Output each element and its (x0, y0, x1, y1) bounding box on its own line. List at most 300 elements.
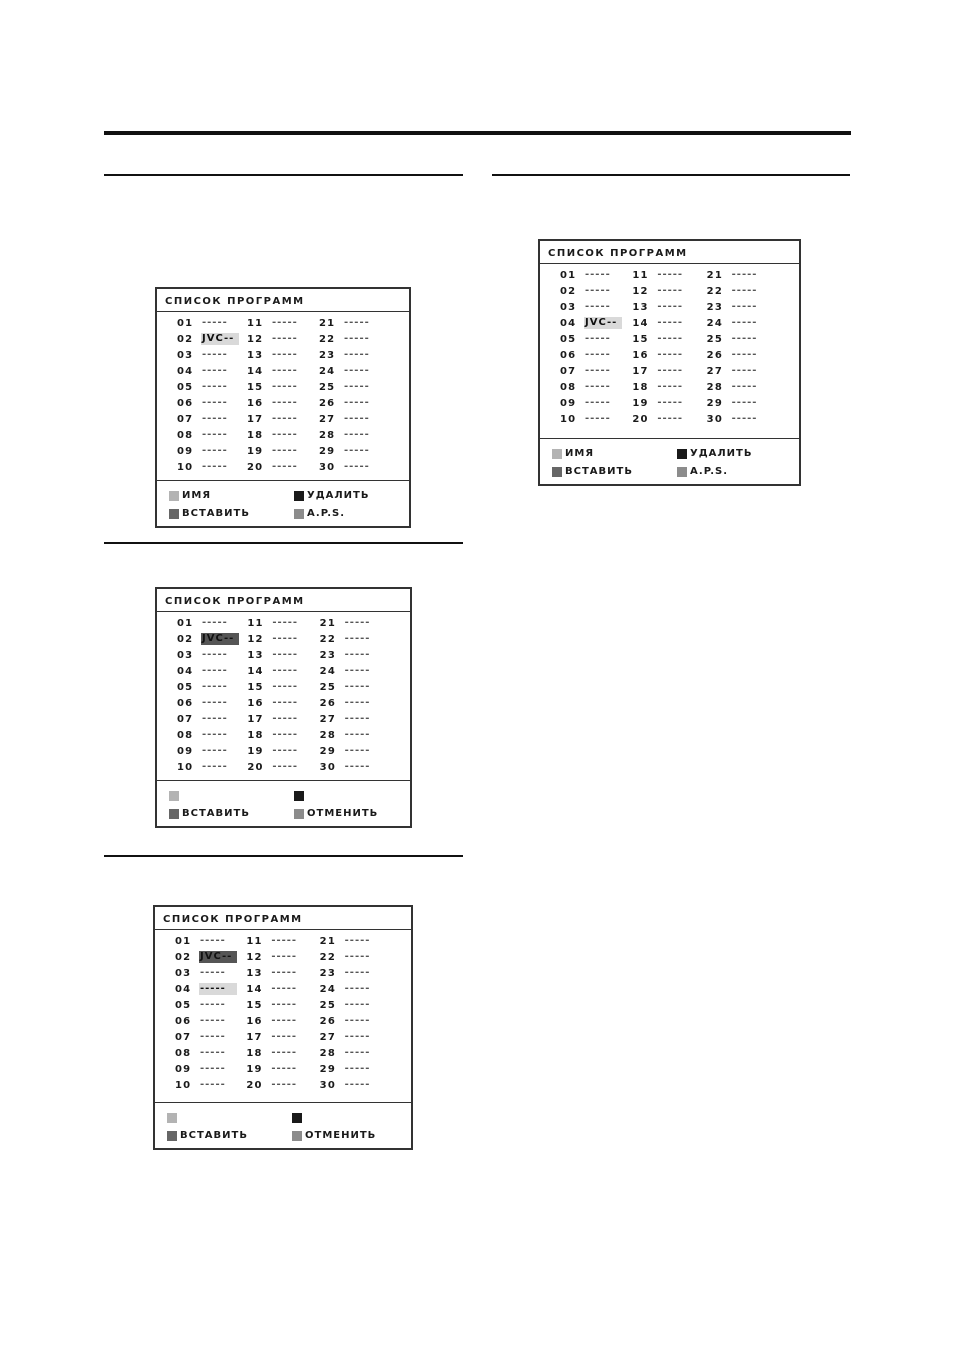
program-name-slot[interactable]: ----- (657, 365, 684, 376)
program-number: 24 (319, 984, 336, 995)
program-list-screen-3 (153, 905, 413, 1150)
program-number: 16 (247, 398, 264, 409)
program-name-slot[interactable]: ----- (344, 317, 370, 328)
program-name-slot[interactable]: ----- (344, 365, 370, 376)
program-list-screen-4 (538, 239, 801, 486)
legend-label: ИМЯ (565, 448, 595, 459)
program-name-slot[interactable]: ----- (344, 1047, 371, 1058)
color-key-icon (292, 1131, 302, 1141)
program-number: 29 (706, 398, 723, 409)
program-name-slot[interactable]: ----- (272, 365, 298, 376)
program-list-screen-2 (155, 587, 412, 828)
program-number: 15 (247, 382, 264, 393)
program-name-slot[interactable]: ----- (202, 317, 228, 328)
program-name-slot[interactable]: ----- (344, 935, 371, 946)
program-name-slot[interactable]: ----- (344, 349, 370, 360)
program-row (540, 268, 799, 284)
program-name-slot[interactable]: ----- (344, 729, 371, 740)
program-name-slot[interactable]: ----- (272, 461, 298, 472)
program-name-slot[interactable]: ----- (344, 713, 371, 724)
program-number: 20 (246, 1080, 263, 1091)
program-name-slot[interactable]: ----- (271, 1063, 298, 1074)
program-name-slot[interactable]: ----- (731, 349, 758, 360)
program-number: 06 (177, 698, 194, 709)
program-name-slot[interactable]: ----- (202, 665, 228, 676)
program-row (157, 728, 410, 744)
program-name-slot[interactable]: ----- (271, 1047, 298, 1058)
program-name-slot[interactable]: ----- (202, 745, 228, 756)
program-name-slot[interactable]: ----- (200, 1079, 226, 1090)
section-rule-4 (104, 855, 463, 857)
program-name-slot[interactable]: ----- (271, 1015, 298, 1026)
program-name-slot[interactable]: ----- (199, 983, 237, 995)
program-number: 26 (706, 350, 723, 361)
program-name-slot[interactable]: ----- (657, 301, 684, 312)
program-name-slot[interactable]: ----- (731, 269, 758, 280)
program-number: 16 (632, 350, 649, 361)
screen-title: СПИСОК ПРОГРАММ (548, 248, 688, 259)
program-number: 24 (706, 318, 723, 329)
program-row (157, 428, 409, 444)
program-row (157, 364, 409, 380)
program-name-slot[interactable]: ----- (585, 365, 611, 376)
program-number: 02 (175, 952, 192, 963)
program-name-slot[interactable]: ----- (272, 665, 299, 676)
color-key-icon (294, 809, 304, 819)
screen-title: СПИСОК ПРОГРАММ (165, 596, 305, 607)
legend-label: УДАЛИТЬ (307, 490, 370, 501)
program-number: 01 (560, 270, 577, 281)
program-number: 30 (319, 462, 336, 473)
program-number: 09 (175, 1064, 192, 1075)
program-name-slot[interactable]: ----- (731, 397, 758, 408)
program-number: 01 (177, 618, 194, 629)
color-key-icon (294, 509, 304, 519)
program-number: 13 (247, 650, 264, 661)
program-number: 27 (319, 714, 336, 725)
program-name-slot[interactable]: ----- (731, 381, 758, 392)
program-number: 14 (632, 318, 649, 329)
program-name-slot[interactable]: ----- (202, 617, 228, 628)
program-row (157, 316, 409, 332)
program-name-slot[interactable]: ----- (731, 285, 758, 296)
program-row (157, 664, 410, 680)
program-number: 02 (177, 334, 194, 345)
program-name-slot[interactable]: ----- (202, 461, 228, 472)
program-number: 06 (560, 350, 577, 361)
program-number: 09 (177, 746, 194, 757)
program-name-slot[interactable]: ----- (731, 365, 758, 376)
color-key-icon (169, 491, 179, 501)
program-name-slot[interactable]: ----- (271, 1031, 298, 1042)
program-name-slot[interactable]: ----- (344, 633, 371, 644)
program-name-slot[interactable]: ----- (272, 617, 299, 628)
program-row (157, 648, 410, 664)
program-name-slot[interactable]: ----- (272, 429, 298, 440)
program-name-slot[interactable]: ----- (344, 397, 370, 408)
legend-label: ВСТАВИТЬ (180, 1130, 248, 1141)
program-name-slot[interactable]: ----- (202, 429, 228, 440)
program-name-slot[interactable]: ----- (344, 1031, 371, 1042)
program-number: 12 (246, 952, 263, 963)
title-divider (540, 263, 799, 264)
program-number: 23 (706, 302, 723, 313)
program-name-slot[interactable]: ----- (344, 1063, 371, 1074)
program-name-slot[interactable]: ----- (272, 317, 298, 328)
program-name-slot[interactable]: ----- (344, 665, 371, 676)
program-number: 21 (319, 936, 336, 947)
program-name-slot[interactable]: ----- (344, 429, 370, 440)
program-number: 07 (560, 366, 577, 377)
program-row (157, 460, 409, 476)
program-name-slot[interactable]: ----- (202, 413, 228, 424)
program-number: 28 (706, 382, 723, 393)
program-name-slot[interactable]: ----- (271, 951, 298, 962)
program-number: 28 (319, 1048, 336, 1059)
program-number: 08 (560, 382, 577, 393)
program-row (155, 1030, 411, 1046)
program-number: 24 (319, 366, 336, 377)
color-key-icon (169, 509, 179, 519)
program-name-slot[interactable]: ----- (585, 269, 611, 280)
program-name-slot[interactable]: ----- (272, 445, 298, 456)
program-number: 26 (319, 398, 336, 409)
program-number: 20 (247, 762, 264, 773)
program-number: 22 (706, 286, 723, 297)
color-key-icon (167, 1113, 177, 1123)
program-name-slot[interactable]: ----- (200, 967, 226, 978)
color-key-icon (169, 809, 179, 819)
program-row (157, 348, 409, 364)
program-name-slot[interactable]: ----- (731, 413, 758, 424)
program-number: 15 (632, 334, 649, 345)
program-number: 25 (319, 1000, 336, 1011)
color-key-icon (552, 449, 562, 459)
program-number: 09 (177, 446, 194, 457)
program-number: 26 (319, 1016, 336, 1027)
program-name-slot[interactable]: ----- (272, 745, 299, 756)
program-number: 08 (177, 430, 194, 441)
legend-divider (157, 480, 409, 481)
program-name-slot[interactable]: ----- (271, 983, 298, 994)
program-name-slot[interactable]: ----- (272, 413, 298, 424)
program-number: 25 (706, 334, 723, 345)
program-number: 01 (177, 318, 194, 329)
program-name-slot[interactable]: ----- (585, 333, 611, 344)
program-name-slot[interactable]: ----- (271, 967, 298, 978)
program-number: 13 (246, 968, 263, 979)
program-number: 05 (177, 382, 194, 393)
program-number: 18 (247, 430, 264, 441)
program-number: 14 (247, 666, 264, 677)
program-name-slot[interactable]: ----- (344, 681, 371, 692)
program-name-slot[interactable]: ----- (272, 729, 299, 740)
section-rule-2 (492, 174, 850, 176)
program-name-slot[interactable]: ----- (344, 745, 371, 756)
program-name-slot[interactable]: ----- (657, 333, 684, 344)
program-name-slot[interactable]: ----- (657, 285, 684, 296)
program-name-slot[interactable]: ----- (202, 681, 228, 692)
program-number: 20 (632, 414, 649, 425)
title-divider (155, 929, 411, 930)
program-row (540, 396, 799, 412)
legend-label: ОТМЕНИТЬ (305, 1130, 377, 1141)
program-row (157, 632, 410, 648)
program-number: 21 (319, 618, 336, 629)
program-row (155, 950, 411, 966)
program-number: 27 (319, 1032, 336, 1043)
color-key-icon (167, 1131, 177, 1141)
program-name-slot[interactable]: ----- (200, 1015, 226, 1026)
legend-label: A.P.S. (307, 508, 346, 519)
program-name-slot[interactable]: ----- (585, 381, 611, 392)
program-name-slot[interactable]: ----- (272, 649, 299, 660)
program-name-slot[interactable]: ----- (272, 333, 298, 344)
program-name-slot[interactable]: ----- (657, 381, 684, 392)
program-number: 23 (319, 350, 336, 361)
program-name-slot[interactable]: ----- (202, 697, 228, 708)
program-name-slot[interactable]: ----- (344, 983, 371, 994)
program-number: 19 (246, 1064, 263, 1075)
program-name-slot[interactable]: ----- (200, 935, 226, 946)
program-name-slot[interactable]: ----- (731, 317, 758, 328)
program-number: 29 (319, 446, 336, 457)
program-number: 01 (175, 936, 192, 947)
program-number: 06 (175, 1016, 192, 1027)
program-name-slot[interactable]: ----- (657, 269, 684, 280)
program-number: 03 (560, 302, 577, 313)
program-name-slot[interactable]: JVC-- (201, 633, 239, 645)
program-number: 04 (177, 366, 194, 377)
program-name-slot[interactable]: ----- (272, 697, 299, 708)
program-number: 04 (560, 318, 577, 329)
program-number: 05 (560, 334, 577, 345)
program-name-slot[interactable]: ----- (200, 999, 226, 1010)
program-name-slot[interactable]: ----- (272, 761, 299, 772)
program-number: 28 (319, 730, 336, 741)
program-number: 08 (177, 730, 194, 741)
program-number: 05 (177, 682, 194, 693)
program-name-slot[interactable]: ----- (344, 1015, 371, 1026)
program-name-slot[interactable]: ----- (271, 935, 298, 946)
program-name-slot[interactable]: ----- (272, 681, 299, 692)
program-number: 29 (319, 1064, 336, 1075)
program-name-slot[interactable]: ----- (271, 999, 298, 1010)
program-name-slot[interactable]: ----- (585, 397, 611, 408)
program-name-slot[interactable]: ----- (202, 445, 228, 456)
program-number: 05 (175, 1000, 192, 1011)
program-number: 08 (175, 1048, 192, 1059)
program-row (540, 380, 799, 396)
program-grid (155, 934, 411, 1099)
program-name-slot[interactable]: ----- (202, 365, 228, 376)
program-name-slot[interactable]: ----- (344, 951, 371, 962)
program-name-slot[interactable]: ----- (202, 729, 228, 740)
color-key-icon (677, 467, 687, 477)
program-number: 22 (319, 334, 336, 345)
program-list-screen-1 (155, 287, 411, 528)
program-name-slot[interactable]: ----- (202, 349, 228, 360)
program-row (155, 1062, 411, 1078)
program-name-slot[interactable]: ----- (344, 999, 371, 1010)
program-number: 07 (175, 1032, 192, 1043)
program-number: 11 (247, 618, 264, 629)
color-key-icon (294, 791, 304, 801)
program-number: 26 (319, 698, 336, 709)
legend-divider (157, 780, 410, 781)
program-row (157, 616, 410, 632)
color-key-icon (677, 449, 687, 459)
program-number: 12 (247, 334, 264, 345)
program-name-slot[interactable]: ----- (344, 761, 371, 772)
program-number: 29 (319, 746, 336, 757)
program-row (540, 348, 799, 364)
program-name-slot[interactable]: ----- (272, 713, 299, 724)
program-number: 13 (632, 302, 649, 313)
program-number: 19 (247, 746, 264, 757)
program-number: 27 (706, 366, 723, 377)
program-number: 19 (247, 446, 264, 457)
program-number: 30 (319, 762, 336, 773)
title-divider (157, 611, 410, 612)
color-key-icon (169, 791, 179, 801)
program-name-slot[interactable]: ----- (202, 761, 228, 772)
program-name-slot[interactable]: ----- (202, 649, 228, 660)
program-name-slot[interactable]: ----- (272, 349, 298, 360)
program-row (155, 934, 411, 950)
program-name-slot[interactable]: ----- (344, 967, 371, 978)
program-row (540, 316, 799, 332)
program-grid (540, 268, 799, 433)
legend-label: УДАЛИТЬ (690, 448, 753, 459)
program-name-slot[interactable]: ----- (200, 1047, 226, 1058)
program-row (155, 1078, 411, 1094)
program-number: 17 (247, 714, 264, 725)
program-name-slot[interactable]: ----- (344, 649, 371, 660)
program-row (155, 982, 411, 998)
program-name-slot[interactable]: ----- (657, 349, 684, 360)
program-number: 04 (175, 984, 192, 995)
program-grid (157, 316, 409, 481)
program-row (157, 380, 409, 396)
program-number: 22 (319, 634, 336, 645)
program-row (540, 300, 799, 316)
program-name-slot[interactable]: ----- (344, 445, 370, 456)
program-number: 16 (247, 698, 264, 709)
legend-label: A.P.S. (690, 466, 729, 477)
program-name-slot[interactable]: ----- (657, 317, 684, 328)
program-number: 23 (319, 968, 336, 979)
program-name-slot[interactable]: ----- (344, 461, 370, 472)
program-number: 10 (177, 462, 194, 473)
program-name-slot[interactable]: ----- (731, 301, 758, 312)
program-name-slot[interactable]: ----- (344, 1079, 371, 1090)
program-number: 25 (319, 382, 336, 393)
program-name-slot[interactable]: JVC-- (201, 333, 239, 345)
program-number: 16 (246, 1016, 263, 1027)
program-name-slot[interactable]: ----- (202, 397, 228, 408)
program-name-slot[interactable]: ----- (200, 1031, 226, 1042)
program-row (157, 332, 409, 348)
program-number: 22 (319, 952, 336, 963)
legend-label: ВСТАВИТЬ (182, 808, 250, 819)
program-number: 30 (706, 414, 723, 425)
color-key-icon (292, 1113, 302, 1123)
legend-divider (155, 1102, 411, 1103)
program-row (157, 680, 410, 696)
program-row (540, 284, 799, 300)
program-number: 13 (247, 350, 264, 361)
program-name-slot[interactable]: ----- (272, 381, 298, 392)
program-number: 21 (319, 318, 336, 329)
program-name-slot[interactable]: ----- (344, 617, 371, 628)
program-number: 11 (247, 318, 264, 329)
program-name-slot[interactable]: ----- (272, 397, 298, 408)
legend-label: ОТМЕНИТЬ (307, 808, 379, 819)
legend-label: ВСТАВИТЬ (182, 508, 250, 519)
program-number: 10 (177, 762, 194, 773)
program-name-slot[interactable]: ----- (585, 301, 611, 312)
program-name-slot[interactable]: ----- (657, 413, 684, 424)
program-name-slot[interactable]: ----- (344, 381, 370, 392)
program-name-slot[interactable]: ----- (585, 285, 611, 296)
program-name-slot[interactable]: ----- (272, 633, 299, 644)
program-row (157, 412, 409, 428)
program-number: 10 (175, 1080, 192, 1091)
program-number: 12 (632, 286, 649, 297)
program-name-slot[interactable]: ----- (271, 1079, 298, 1090)
program-number: 02 (177, 634, 194, 645)
program-row (157, 760, 410, 776)
program-row (157, 696, 410, 712)
program-name-slot[interactable]: JVC-- (199, 951, 237, 963)
program-number: 18 (632, 382, 649, 393)
program-name-slot[interactable]: ----- (657, 397, 684, 408)
program-number: 02 (560, 286, 577, 297)
program-name-slot[interactable]: ----- (202, 713, 228, 724)
screen-title: СПИСОК ПРОГРАММ (165, 296, 305, 307)
program-row (157, 444, 409, 460)
program-number: 04 (177, 666, 194, 677)
program-row (157, 744, 410, 760)
program-name-slot[interactable]: ----- (344, 697, 371, 708)
program-row (157, 712, 410, 728)
program-number: 27 (319, 414, 336, 425)
program-number: 06 (177, 398, 194, 409)
program-grid (157, 616, 410, 781)
program-name-slot[interactable]: ----- (585, 413, 611, 424)
program-name-slot[interactable]: ----- (731, 333, 758, 344)
program-name-slot[interactable]: ----- (344, 333, 370, 344)
program-name-slot[interactable]: ----- (585, 349, 611, 360)
program-number: 14 (247, 366, 264, 377)
section-rule-1 (104, 174, 463, 176)
program-row (155, 966, 411, 982)
program-number: 15 (246, 1000, 263, 1011)
program-name-slot[interactable]: JVC-- (584, 317, 622, 329)
program-number: 19 (632, 398, 649, 409)
program-name-slot[interactable]: ----- (200, 1063, 226, 1074)
program-name-slot[interactable]: ----- (344, 413, 370, 424)
program-number: 14 (246, 984, 263, 995)
program-number: 28 (319, 430, 336, 441)
program-name-slot[interactable]: ----- (202, 381, 228, 392)
program-number: 09 (560, 398, 577, 409)
program-number: 17 (247, 414, 264, 425)
program-number: 10 (560, 414, 577, 425)
program-number: 18 (247, 730, 264, 741)
program-number: 03 (175, 968, 192, 979)
